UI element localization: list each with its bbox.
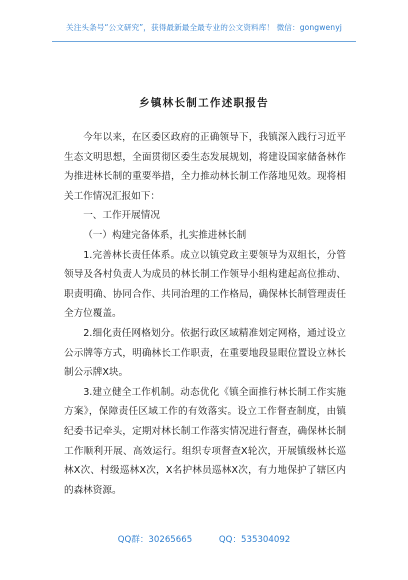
paragraph-item-1: 1.完善林长责任体系。成立以镇党政主要领导为双组长，分管领导及各村负责人为成员的林长制工作领导小组构建起高位推动、职责明确、协同合作、共同治理的工作格局，确保林长制管理责任全方位覆盖。 [64, 249, 346, 320]
header-banner: 关注头条号“公文研究”，获得最新最全最专业的公文资料库！ 微信：gongwenyj [66, 23, 342, 32]
heading-section-1: 一、工作开展情况 [83, 210, 160, 222]
paragraph-item-3: 3.建立健全工作机制。动态优化《镇全面推行林长制工作实施方案》，保障责任区域工作的有效落实。设立工作督查制度，由镇纪委书记牵头，定期对林长制工作落实情况进行督查，确保林长制工作顺利开展、高效运行。组织专项督查X轮次，开展镇级林长巡林X次、村级巡林X次，X名护林员巡林X次，有力地保护了辖区内的森林资源。 [64, 386, 346, 496]
document-title: 乡镇林长制工作述职报告 [139, 97, 269, 109]
heading-subsection-1: （一）构建完备体系，扎实推进林长制 [83, 229, 247, 241]
footer-qq: QQ：535304092 [218, 535, 291, 545]
footer-qq-group: QQ群：30265665 [117, 535, 193, 545]
header-divider [52, 41, 356, 42]
footer-contact [0, 533, 408, 545]
document-body [64, 128, 346, 500]
paragraph-intro: 今年以来，在区委区政府的正确领导下，我镇深入践行习近平生态文明思想，全面贯彻区委生态发展规划，将建设国家储备林作为推进林长制的重要举措，全力推动林长制工作落地见效。现将相关工作情况汇报如下： [64, 132, 346, 202]
paragraph-item-2: 2.细化责任网格划分。依据行政区域精准划定网格，通过设立公示牌等方式，明确林长工作职责，在重要地段显眼位置设立林长制公示牌X块。 [64, 327, 346, 379]
